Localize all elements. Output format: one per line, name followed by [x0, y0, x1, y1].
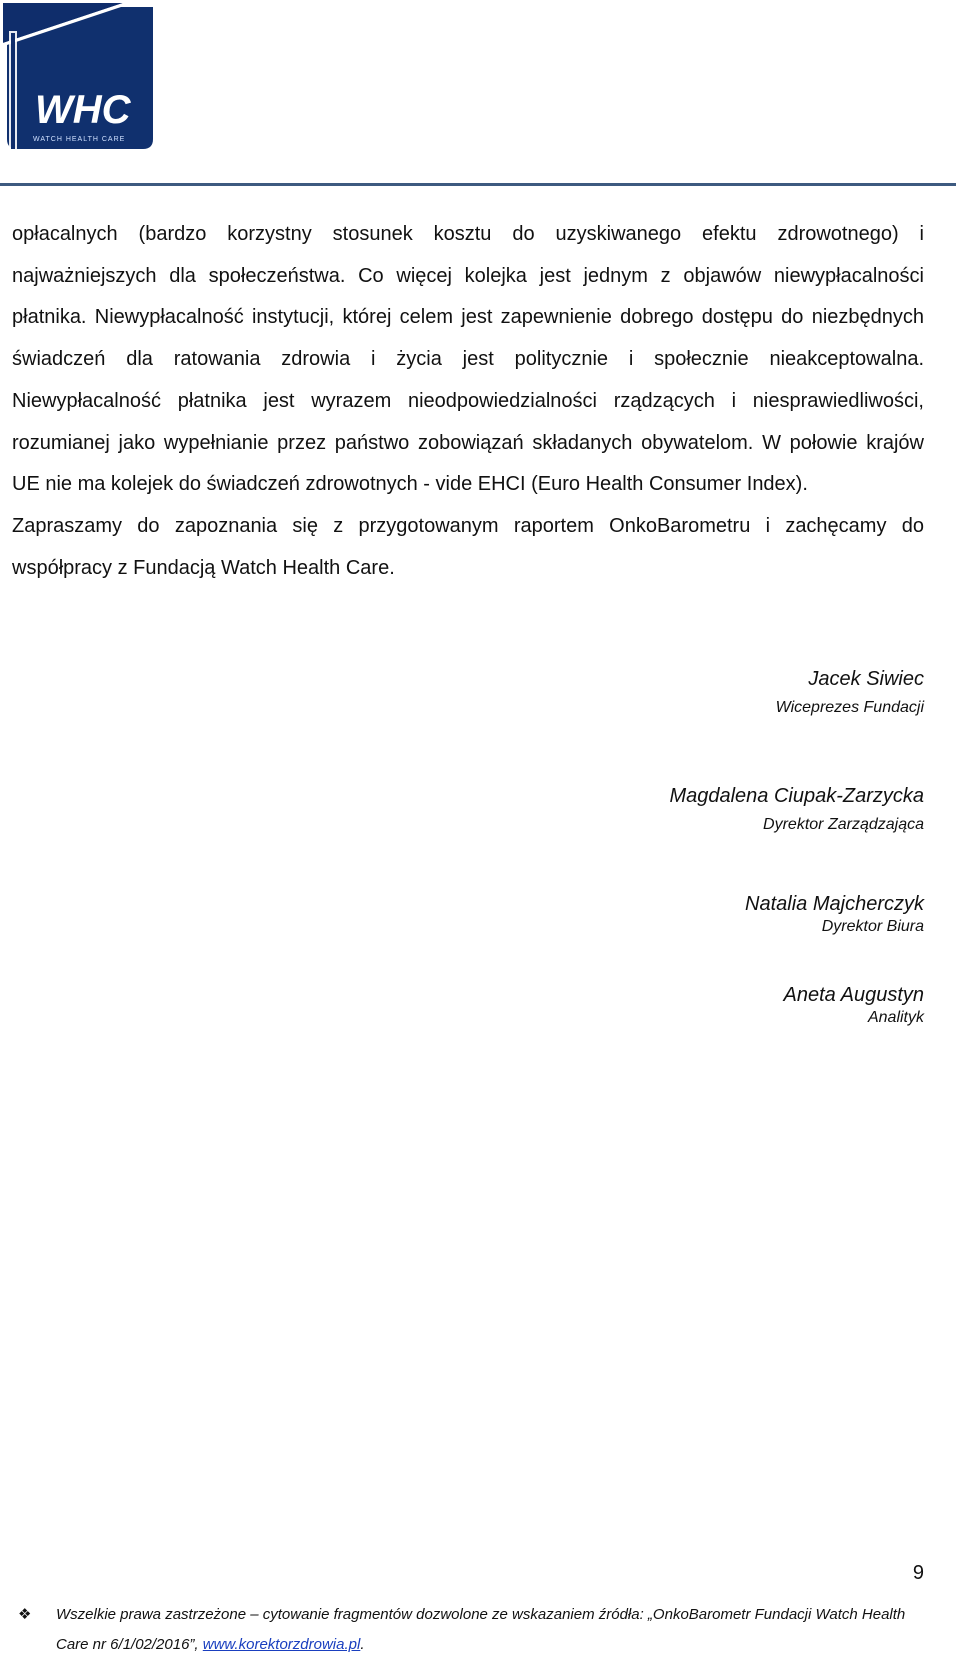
signature-block-1 — [776, 668, 924, 717]
header-divider — [0, 183, 956, 186]
signature-block-3 — [745, 893, 924, 936]
body-text — [12, 214, 924, 589]
footer-copyright-text: Wszelkie prawa zastrzeżone – cytowanie fragmentów dozwolone ze wskazaniem źródła: „OnkoBarometr Fundacji Watch Health — [56, 1606, 906, 1623]
footer-source-text: Care nr 6/1/02/2016”, — [56, 1636, 203, 1653]
signature-role: Dyrektor Zarządzająca — [763, 816, 924, 833]
signature-role: Wiceprezes Fundacji — [775, 699, 924, 716]
page-number: 9 — [912, 1562, 924, 1584]
paragraph-1: opłacalnych (bardzo korzystny stosunek kosztu do uzyskiwanego efektu zdrowotnego) i najważniejszych dla społeczeństwa. Co więcej kolejka jest jednym z objawów niewypłacalności płatnika. Niewypłacalność instytucji, której celem jest zapewnienie dobrego dostępu do niezbędnych świadczeń dla ratowania zdrowia i życia jest politycznie i społecznie nieakceptowalna. Niewypłacalność płatnika jest wyrazem nieodpowiedzialności rządzących i niesprawiedliwości, rozumianej jako wypełnianie przez państwo zobowiązań składanych obywatelom. W połowie krajów UE nie ma kolejek do świadczeń zdrowotnych - vide EHCI (Euro Health Consumer Index). — [12, 223, 924, 496]
logo — [3, 3, 157, 155]
footer-line-end: . — [360, 1636, 365, 1653]
footer-website-link[interactable]: www.korektorzdrowia.pl — [202, 1636, 361, 1653]
signature-block-4 — [784, 984, 924, 1027]
signature-name: Aneta Augustyn — [783, 984, 924, 1006]
logo-letters: WHC — [35, 88, 131, 132]
logo-graphic — [3, 3, 157, 155]
logo-subtitle: WATCH HEALTH CARE — [33, 136, 126, 143]
paragraph-2: Zapraszamy do zapoznania się z przygotowanym raportem OnkoBarometru i zachęcamy do współpracy z Fundacją Watch Health Care. — [12, 514, 924, 579]
signature-role: Dyrektor Biura — [821, 918, 924, 935]
footer-line-1 — [18, 1600, 928, 1630]
footer-line-2 — [18, 1630, 928, 1660]
signature-role: Analityk — [867, 1009, 924, 1026]
signature-name: Natalia Majcherczyk — [745, 893, 924, 915]
signature-name: Jacek Siwiec — [808, 668, 924, 690]
signature-block-2 — [669, 785, 924, 834]
diamond-bullet-icon: ❖ — [18, 1606, 32, 1623]
footer — [18, 1600, 928, 1660]
signature-name: Magdalena Ciupak-Zarzycka — [669, 785, 924, 807]
